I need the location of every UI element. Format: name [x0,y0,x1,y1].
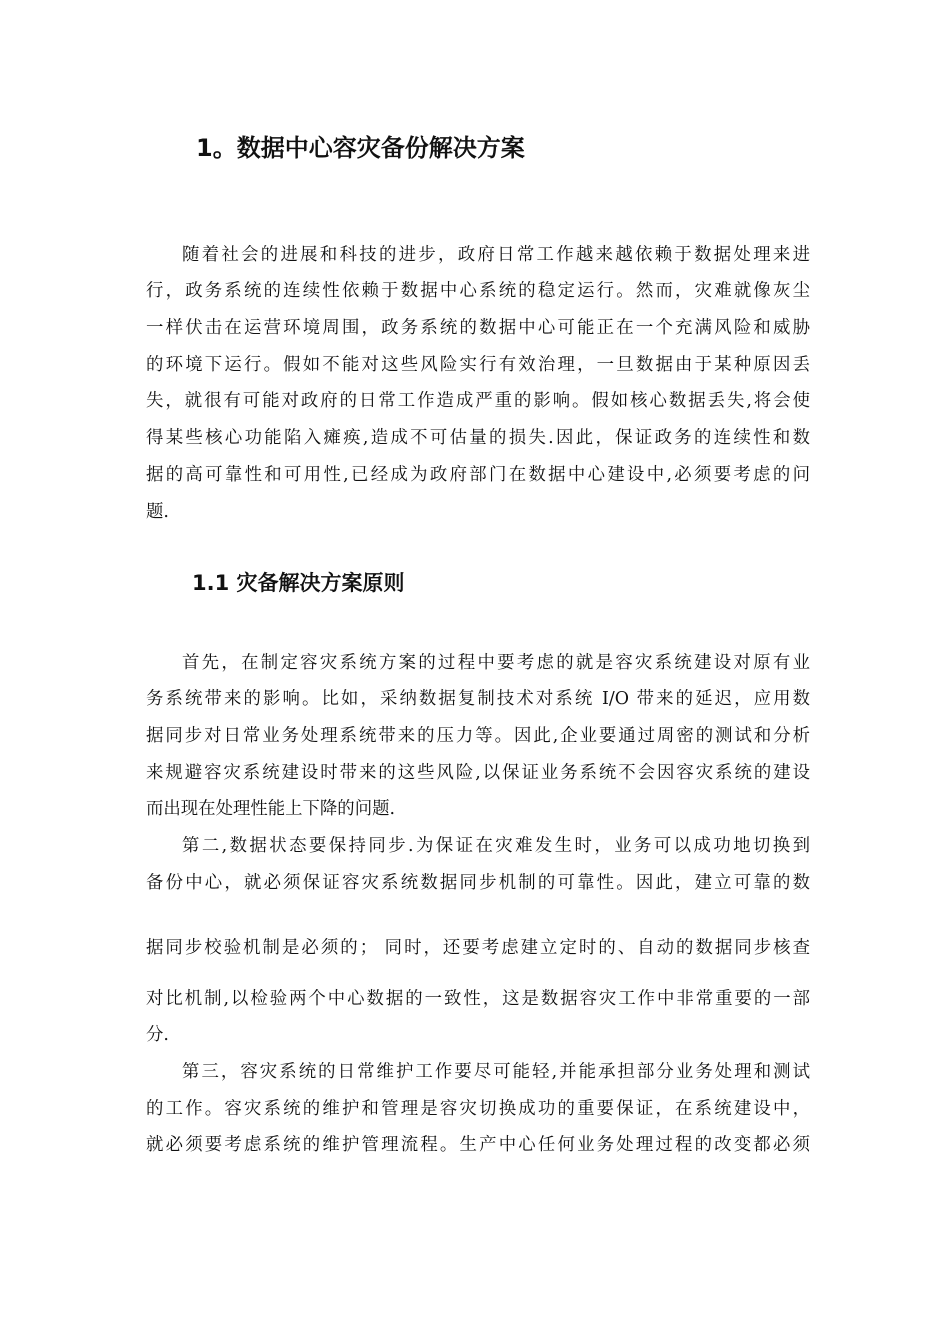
paragraph-1-line: 题. [146,502,169,522]
paragraph-1-line: 失，就很有可能对政府的日常工作造成严重的影响。假如核心数据丢失,将会使 [146,391,810,411]
section-heading-1: 1。数据中心容灾备份解决方案 [196,134,525,162]
section-heading-1-1: 1.1 灾备解决方案原则 [192,571,405,595]
paragraph-1-line: 行，政务系统的连续性依赖于数据中心系统的稳定运行。然而，灾难就像灰尘 [146,281,810,301]
paragraph-2-line: 据同步对日常业务处理系统带来的压力等。因此,企业要通过周密的测试和分析 [146,726,810,746]
paragraph-3-line: 对比机制,以检验两个中心数据的一致性，这是数据容灾工作中非常重要的一部 [146,989,810,1009]
paragraph-1-line: 随着社会的进展和科技的进步，政府日常工作越来越依赖于数据处理来进 [182,245,810,265]
paragraph-4-line: 第三，容灾系统的日常维护工作要尽可能轻,并能承担部分业务处理和测试 [182,1062,810,1082]
paragraph-1-line: 一样伏击在运营环境周围，政务系统的数据中心可能正在一个充满风险和威胁 [146,318,810,338]
paragraph-3-line: 备份中心，就必须保证容灾系统数据同步机制的可靠性。因此，建立可靠的数 [146,873,810,893]
paragraph-3-line: 第二,数据状态要保持同步.为保证在灾难发生时，业务可以成功地切换到 [182,836,810,856]
paragraph-3-line: 据同步校验机制是必须的； 同时，还要考虑建立定时的、自动的数据同步核查 [146,938,810,958]
paragraph-2-line: 务系统带来的影响。比如，采纳数据复制技术对系统 I/O 带来的延迟，应用数 [146,689,810,709]
paragraph-3-line: 分. [146,1025,169,1045]
paragraph-1-line: 得某些核心功能陷入瘫痪,造成不可估量的损失.因此，保证政务的连续性和数 [146,428,810,448]
paragraph-2-line: 首先，在制定容灾系统方案的过程中要考虑的就是容灾系统建设对原有业 [182,653,810,673]
paragraph-4-line: 的工作。容灾系统的维护和管理是容灾切换成功的重要保证，在系统建设中， [146,1099,810,1119]
paragraph-2-line: 而出现在处理性能上下降的问题. [146,799,395,819]
paragraph-2-line: 来规避容灾系统建设时带来的这些风险,以保证业务系统不会因容灾系统的建设 [146,763,810,783]
paragraph-4-line: 就必须要考虑系统的维护管理流程。生产中心任何业务处理过程的改变都必须 [146,1135,810,1155]
paragraph-1-line: 据的高可靠性和可用性,已经成为政府部门在数据中心建设中,必须要考虑的问 [146,465,810,485]
paragraph-1-line: 的环境下运行。假如不能对这些风险实行有效治理，一旦数据由于某种原因丢 [146,355,810,375]
